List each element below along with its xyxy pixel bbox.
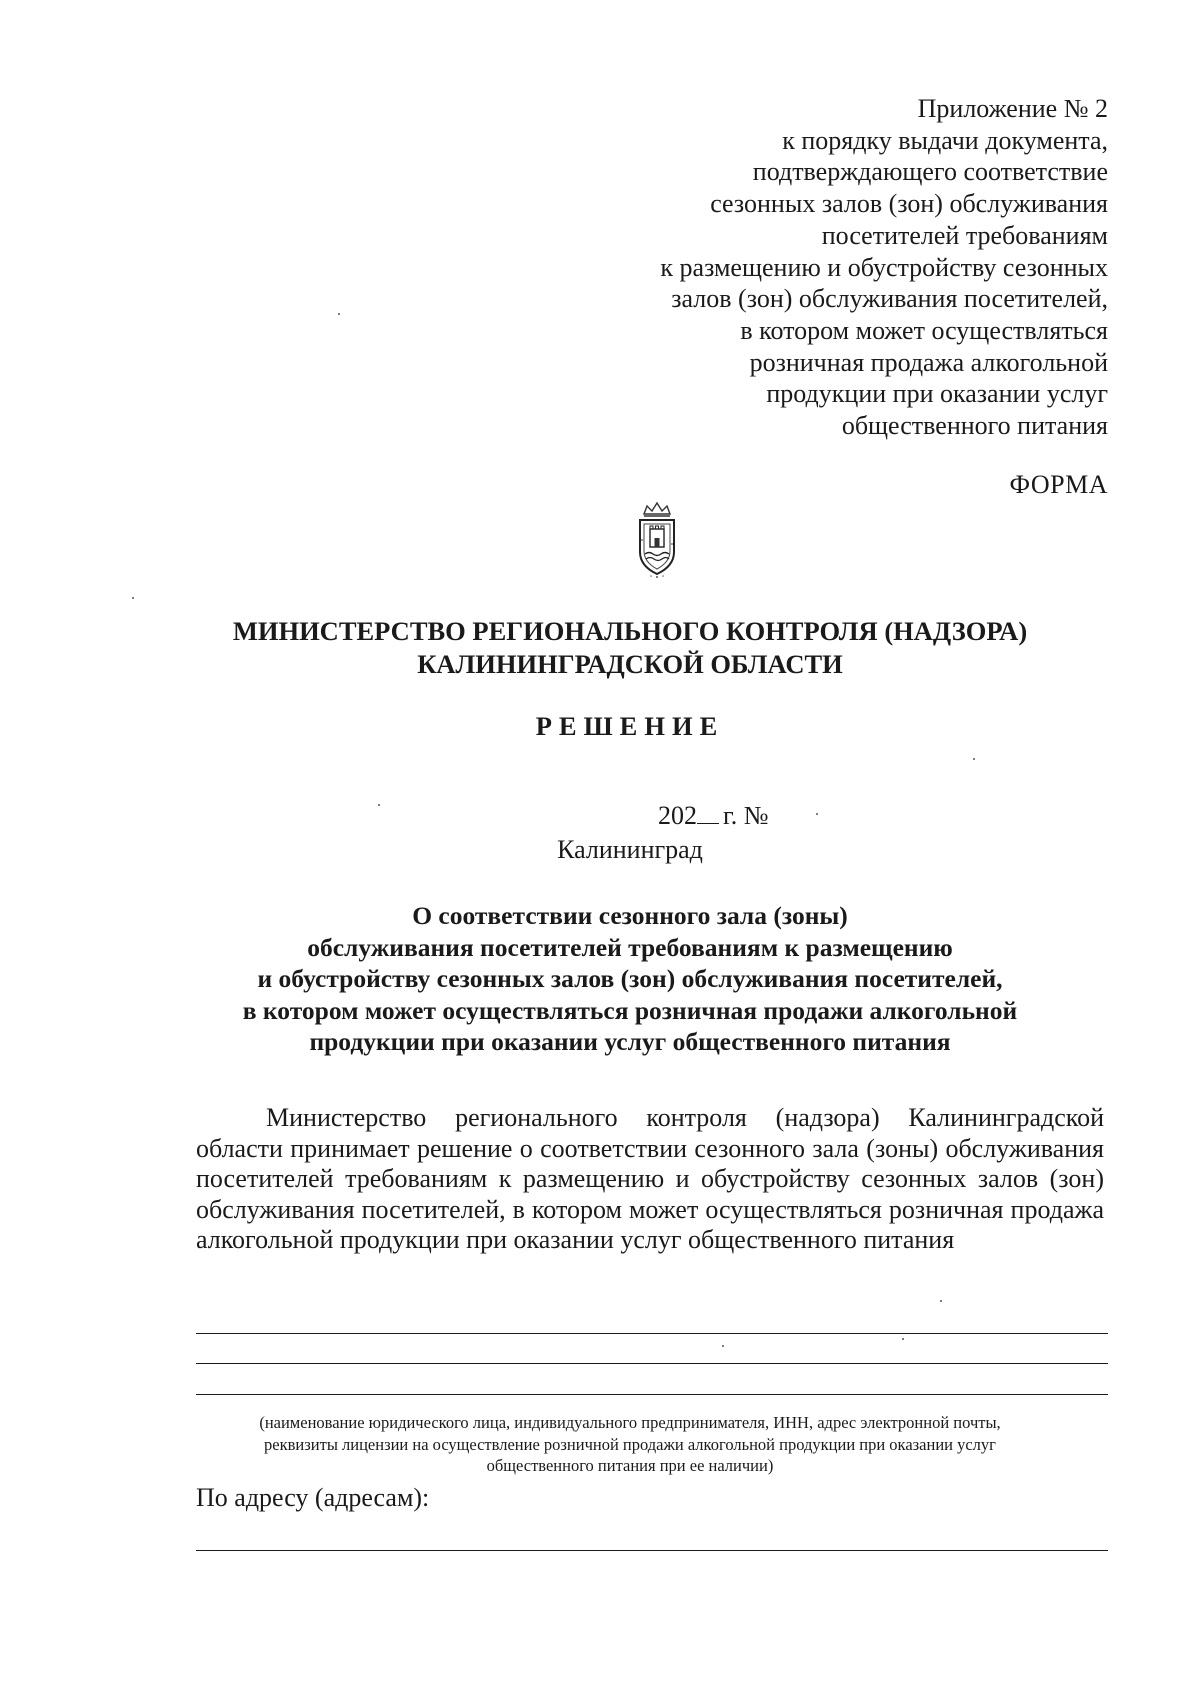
appendix-line: к порядку выдачи документа, [782, 125, 1108, 155]
fill-in-line [196, 1333, 1108, 1334]
ministry-name [0, 615, 1200, 681]
city: Калининград [557, 835, 703, 864]
body-paragraph: Министерство регионального контроля (надзора) Калининградской области принимает решение о соответствии сезонного зала (зоны) обслуживания посетителей требованиям к размещению и обустройству сезонных залов (зон) обслуживания посетителей, в котором может осуществляться розничная продажа алкогольной продукции при оказании услуг общественного питания [196, 1103, 1104, 1254]
decision-subject [0, 900, 1200, 1058]
appendix-header [508, 93, 1108, 442]
fill-in-line [196, 1394, 1108, 1395]
subject-line: и обустройству сезонных залов (зон) обслуживания посетителей, [257, 964, 1003, 993]
document-type: РЕШЕНИЕ [535, 711, 725, 741]
appendix-line: залов (зон) обслуживания посетителей, [671, 284, 1108, 314]
scan-speck [973, 758, 975, 760]
scan-speck [132, 597, 134, 599]
year-blank [697, 803, 719, 824]
year-prefix: 202 [658, 801, 697, 830]
scan-speck [338, 313, 340, 315]
appendix-line: подтверждающего соответствие [752, 157, 1108, 187]
coat-of-arms-icon [632, 500, 682, 582]
fill-in-line [196, 1363, 1108, 1364]
date-number-line [658, 801, 769, 831]
caption-line: реквизиты лицензии на осуществление розничной продажи алкогольной продукции при оказании услуг [264, 1434, 996, 1454]
field-caption [0, 1412, 1200, 1477]
scan-speck [816, 813, 818, 815]
appendix-line: посетителей требованиям [821, 220, 1108, 250]
scan-speck [378, 804, 380, 806]
ministry-line: КАЛИНИНГРАДСКОЙ ОБЛАСТИ [417, 649, 843, 679]
address-fill-in-line [196, 1550, 1108, 1551]
date-suffix: г. № [723, 801, 769, 830]
appendix-line: общественного питания [841, 411, 1108, 441]
scan-speck [722, 1345, 724, 1347]
appendix-line: сезонных залов (зон) обслуживания [710, 189, 1108, 219]
subject-line: О соответствии сезонного зала (зоны) [412, 901, 848, 930]
scan-speck [940, 1300, 942, 1302]
scan-speck [902, 1338, 904, 1340]
address-label: По адресу (адресам): [196, 1483, 430, 1512]
caption-line: общественного питания при ее наличии) [486, 1456, 774, 1475]
subject-line: в котором может осуществляться розничная продажи алкогольной [242, 995, 1018, 1025]
ministry-line: МИНИСТЕРСТВО РЕГИОНАЛЬНОГО КОНТРОЛЯ (НАДЗОРА) [232, 616, 1028, 646]
appendix-line: в котором может осуществляться [740, 315, 1108, 345]
form-label: ФОРМА [1009, 470, 1108, 499]
appendix-line: розничная продажа алкогольной [749, 347, 1108, 377]
appendix-line: продукции при оказании услуг [766, 379, 1108, 409]
subject-line: продукции при оказании услуг общественного питания [309, 1027, 951, 1056]
caption-line: (наименование юридического лица, индивидуального предпринимателя, ИНН, адрес электронной почты, [259, 1413, 1001, 1432]
subject-line: обслуживания посетителей требованиям к размещению [307, 932, 953, 962]
appendix-line: к размещению и обустройству сезонных [660, 252, 1108, 282]
appendix-line: Приложение № 2 [917, 94, 1108, 123]
